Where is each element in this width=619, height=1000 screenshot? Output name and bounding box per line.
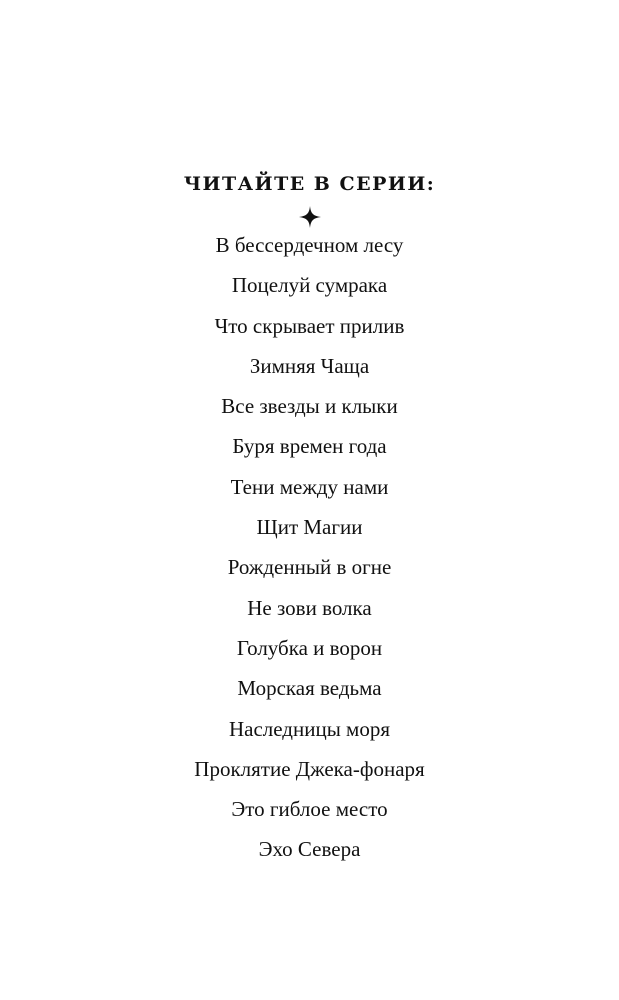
series-title-item: Буря времен года — [232, 434, 387, 459]
series-title-list — [0, 229, 619, 874]
series-title-item: Эхо Севера — [258, 837, 361, 862]
series-heading: ЧИТАЙТЕ В СЕРИИ: — [183, 173, 436, 195]
series-title-item: Голубка и ворон — [236, 635, 383, 660]
series-title-item: Морская ведьма — [237, 676, 382, 701]
series-title-item: Наследницы моря — [228, 716, 391, 741]
series-title-item: Это гиблое место — [231, 797, 388, 822]
series-title-item: Зимняя Чаща — [249, 353, 370, 378]
series-title-item: Не зови волка — [247, 595, 372, 620]
series-title-item: Тени между нами — [230, 474, 389, 499]
four-point-star-icon — [0, 206, 619, 228]
series-title-item: Рожденный в огне — [227, 555, 392, 580]
series-title-item: В бессердечном лесу — [215, 233, 404, 257]
series-title-item: Все звезды и клыки — [221, 394, 398, 419]
series-title-item: Что скрывает прилив — [214, 313, 405, 338]
series-title-item: Проклятие Джека-фонаря — [194, 756, 425, 781]
series-title-item: Поцелуй сумрака — [231, 273, 388, 298]
series-title-item: Щит Магии — [256, 515, 363, 540]
